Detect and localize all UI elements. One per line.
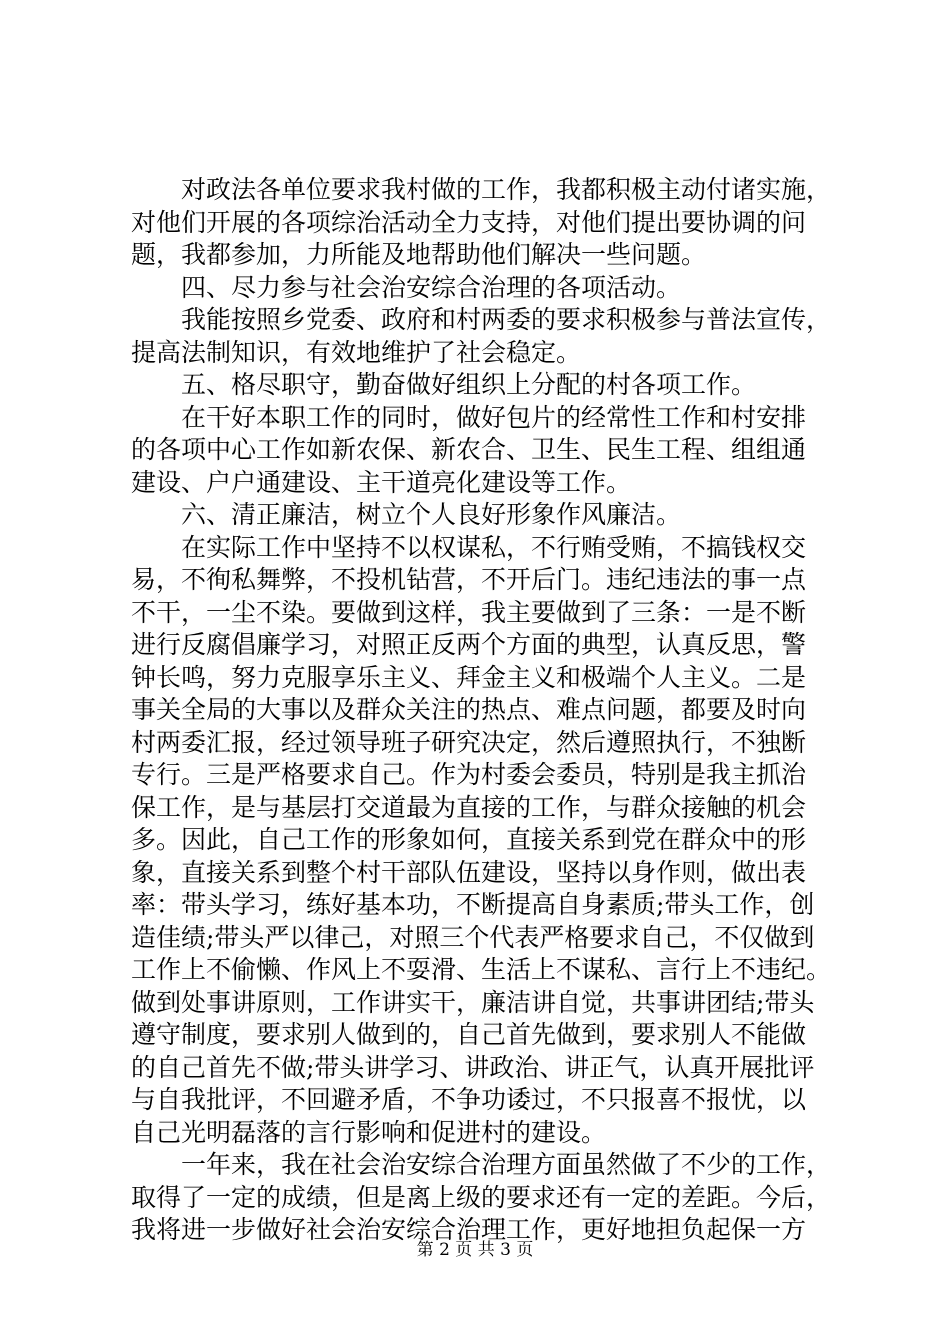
text-line: 四、尽力参与社会治安综合治理的各项活动。	[181, 272, 682, 302]
text-line: 的各项中心工作如新农保、新农合、卫生、民生工程、组组通	[131, 435, 807, 464]
text-line: 不干，一尘不染。要做到这样，我主要做到了三条：一是不断	[131, 597, 807, 627]
text-line: 率：带头学习，练好基本功，不断提高自身素质;带头工作，创	[131, 890, 815, 919]
text-line: 象，直接关系到整个村干部队伍建设，坚持以身作则，做出表	[131, 857, 807, 887]
text-line: 多。因此，自己工作的形象如何，直接关系到党在群众中的形	[131, 825, 807, 854]
text-line: 钟长鸣，努力克服享乐主义、拜金主义和极端个人主义。二是	[131, 662, 807, 692]
text-line: 提高法制知识，有效地维护了社会稳定。	[131, 337, 582, 367]
text-line: 在干好本职工作的同时，做好包片的经常性工作和村安排	[181, 402, 807, 432]
text-line: 题，我都参加，力所能及地帮助他们解决一些问题。	[131, 240, 707, 269]
text-line: 遵守制度，要求别人做到的，自己首先做到，要求别人不能做	[131, 1020, 807, 1049]
text-line: 的自己首先不做;带头讲学习、讲政治、讲正气，认真开展批评	[131, 1052, 815, 1082]
text-line: 事关全局的大事以及群众关注的热点、难点问题，都要及时向	[131, 695, 807, 724]
text-line: 进行反腐倡廉学习，对照正反两个方面的典型，认真反思，警	[131, 630, 807, 659]
text-line: 六、清正廉洁，树立个人良好形象作风廉洁。	[181, 500, 682, 529]
page-footer: 第 2 页 共 3 页	[416, 1240, 534, 1260]
text-line: 专行。三是严格要求自己。作为村委会委员，特别是我主抓治	[131, 760, 807, 789]
text-line: 保工作，是与基层打交道最为直接的工作，与群众接触的机会	[131, 792, 807, 822]
body-text	[131, 174, 831, 1247]
text-line: 村两委汇报，经过领导班子研究决定，然后遵照执行，不独断	[131, 727, 807, 757]
text-line: 造佳绩;带头严以律己，对照三个代表严格要求自己，不仅做到	[131, 922, 815, 952]
text-line: 建设、户户通建设、主干道亮化建设等工作。	[131, 467, 632, 497]
text-line: 我能按照乡党委、政府和村两委的要求积极参与普法宣传，	[181, 305, 832, 334]
text-line: 自己光明磊落的言行影响和促进村的建设。	[131, 1117, 607, 1147]
text-line: 工作上不偷懒、作风上不耍滑、生活上不谋私、言行上不违纪。	[131, 955, 832, 984]
text-line: 在实际工作中坚持不以权谋私，不行贿受贿，不搞钱权交	[181, 532, 807, 562]
text-line: 对他们开展的各项综治活动全力支持，对他们提出要协调的问	[131, 207, 807, 237]
text-line: 做到处事讲原则，工作讲实干，廉洁讲自觉，共事讲团结;带头	[131, 987, 815, 1017]
text-line: 对政法各单位要求我村做的工作，我都积极主动付诸实施，	[181, 175, 832, 204]
text-line: 一年来，我在社会治安综合治理方面虽然做了不少的工作，	[181, 1150, 832, 1179]
text-line: 与自我批评，不回避矛盾，不争功诿过，不只报喜不报忧，以	[131, 1085, 807, 1114]
text-line: 易，不徇私舞弊，不投机钻营，不开后门。违纪违法的事一点	[131, 565, 807, 594]
text-line: 取得了一定的成绩，但是离上级的要求还有一定的差距。今后，	[131, 1182, 832, 1212]
text-line: 五、格尽职守，勤奋做好组织上分配的村各项工作。	[181, 370, 757, 399]
text-line: 我将进一步做好社会治安综合治理工作，更好地担负起保一方	[131, 1215, 807, 1244]
